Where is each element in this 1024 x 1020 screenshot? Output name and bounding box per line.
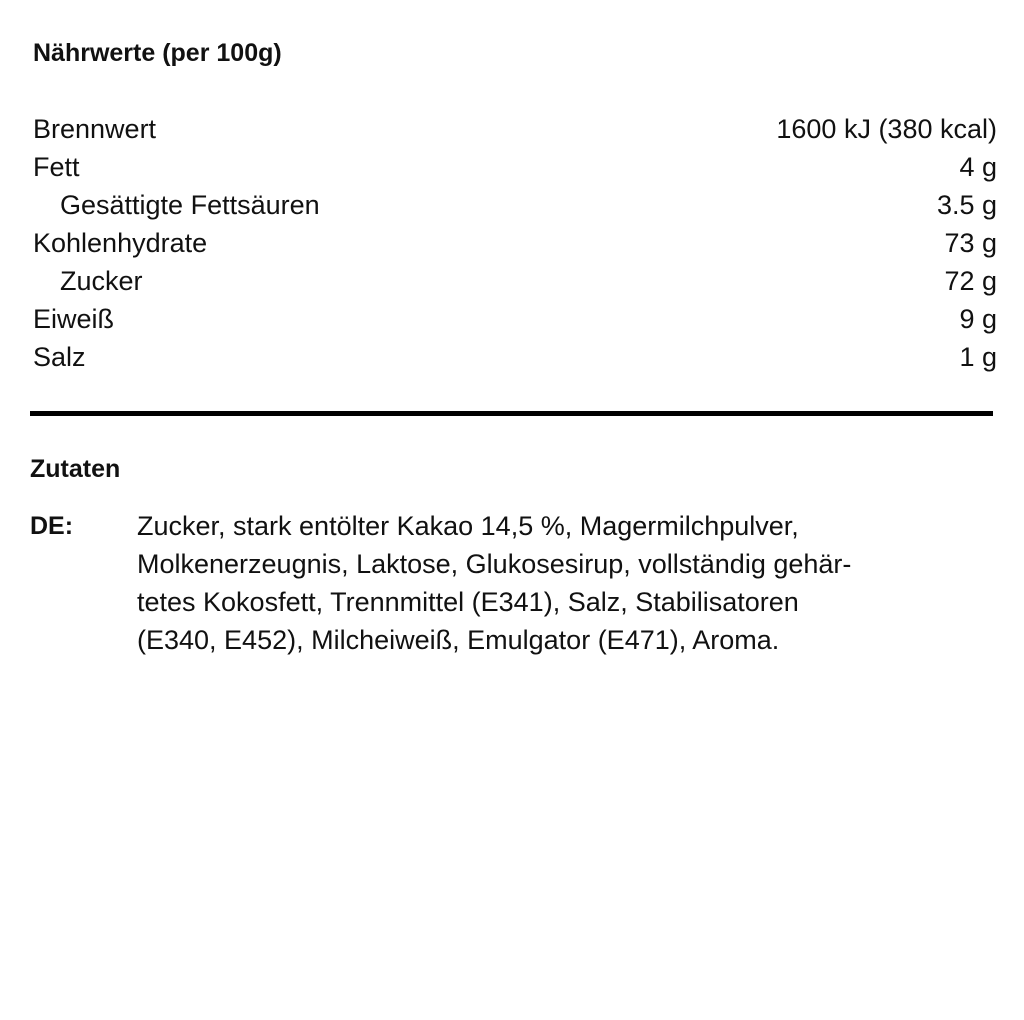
nutrient-value: 4 g [959,151,997,182]
nutrient-label: Salz [33,341,86,372]
nutrition-row-energy [33,110,997,148]
ingredients-line: Zucker, stark entölter Kakao 14,5 %, Magermilchpulver, [137,511,799,541]
ingredients-title: Zutaten [30,455,121,483]
nutrient-label: Zucker [60,265,143,296]
nutrient-value: 3.5 g [936,189,997,220]
ingredients-line: (E340, E452), Milcheiweiß, Emulgator (E471), Aroma. [137,625,780,655]
nutrient-label: Kohlenhydrate [33,227,208,258]
nutrition-row-carbohydrates [33,224,997,262]
nutrition-table [33,110,997,376]
nutrient-label: Fett [33,151,80,182]
ingredients-line: tetes Kokosfett, Trennmittel (E341), Salz, Stabilisatoren [137,587,799,617]
nutrient-label: Brennwert [33,113,157,144]
section-divider [30,411,993,416]
nutrient-value: 73 g [944,227,997,258]
nutrient-label: Eiweiß [33,303,115,334]
nutrition-title: Nährwerte (per 100g) [33,39,282,67]
nutrition-row-saturated-fat [33,186,997,224]
nutrient-value: 9 g [959,303,997,334]
nutrient-value: 72 g [944,265,997,296]
nutrition-row-salt [33,338,997,376]
ingredients-line: Molkenerzeugnis, Laktose, Glukosesirup, vollständig gehär- [137,549,852,579]
nutrient-value: 1 g [959,341,997,372]
ingredients-text [137,507,851,659]
nutrition-row-protein [33,300,997,338]
ingredients-block [30,507,990,659]
nutrient-label: Gesättigte Fettsäuren [60,189,320,220]
nutrient-value: 1600 kJ (380 kcal) [776,113,997,144]
nutrition-row-fat [33,148,997,186]
nutrition-row-sugar [33,262,997,300]
language-code: DE: [30,512,74,540]
